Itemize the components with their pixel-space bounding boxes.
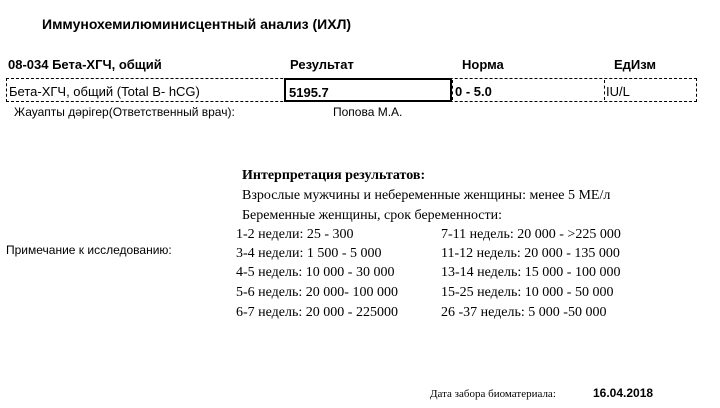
interpretation-pregnant: Беременные женщины, срок беременности:: [242, 208, 503, 223]
sample-date-value: 16.04.2018: [593, 386, 654, 400]
test-name-cell: Бета-ХГЧ, общий (Total B- hCG): [9, 84, 200, 99]
norm-value-cell: 0 - 5.0: [455, 84, 492, 99]
responsible-doctor-label: Жауапты дәрігер(Ответственный врач):: [14, 105, 235, 119]
range-item: 11-12 недель: 20 000 - 135 000: [441, 246, 620, 261]
result-column-header: Результат: [290, 57, 354, 72]
unit-column-header: ЕдИзм: [614, 57, 657, 72]
result-value-cell: 5195.7: [284, 78, 452, 102]
unit-value-cell: IU/L: [606, 84, 630, 99]
range-item: 13-14 недель: 15 000 - 100 000: [441, 265, 621, 280]
range-item: 4-5 недель: 10 000 - 30 000: [236, 265, 395, 280]
test-code: 08-034 Бета-ХГЧ, общий: [8, 57, 162, 72]
responsible-doctor-name: Попова М.А.: [333, 105, 403, 119]
norm-column-header: Норма: [462, 57, 504, 72]
range-item: 3-4 недели: 1 500 - 5 000: [236, 246, 382, 261]
range-item: 15-25 недель: 10 000 - 50 000: [441, 285, 614, 300]
range-item: 5-6 недель: 20 000- 100 000: [236, 285, 398, 300]
range-item: 7-11 недель: 20 000 - >225 000: [441, 227, 621, 242]
document-title: Иммунохемилюминисцентный анализ (ИХЛ): [42, 16, 352, 32]
sample-date-label: Дата забора биоматериала:: [430, 388, 556, 400]
cell-divider: [452, 80, 453, 100]
range-item: 26 -37 недель: 5 000 -50 000: [441, 305, 607, 320]
interpretation-men: Взрослые мужчины и небеременные женщины: менее 5 МЕ/л: [242, 188, 611, 203]
range-item: 1-2 недели: 25 - 300: [236, 227, 354, 242]
note-label: Примечание к исследованию:: [6, 243, 172, 257]
cell-divider: [604, 80, 605, 100]
interpretation-title: Интерпретация результатов:: [242, 168, 426, 183]
range-item: 6-7 недель: 20 000 - 225000: [236, 305, 398, 320]
